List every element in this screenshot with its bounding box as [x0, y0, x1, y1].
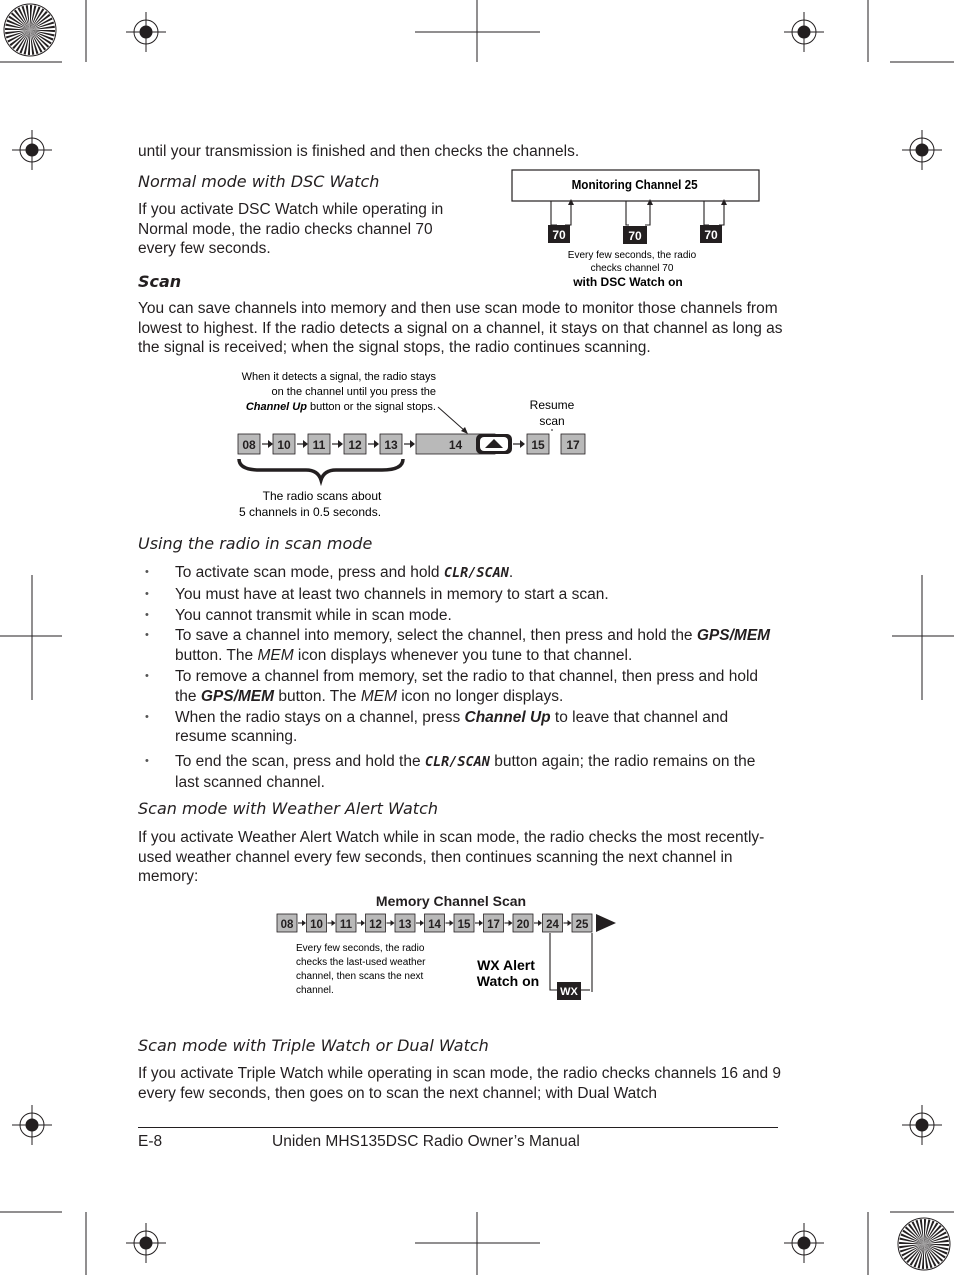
footer-page-number: E-8	[138, 1133, 163, 1150]
weather-paragraph: If you activate Weather Alert Watch while in scan mode, the radio checks the most recently-used weather channel every few seconds, then continues scanning the next channel in memory:	[138, 829, 765, 886]
gps-mem-key: GPS/MEM	[696, 627, 771, 645]
wx-label-line-1: WX Alert	[477, 957, 535, 973]
memory-scan-title: Memory Channel Scan	[375, 893, 527, 909]
scan-channel-label: 11	[312, 438, 326, 452]
wx-badge: WX	[560, 986, 578, 998]
memory-channel-label: 10	[310, 919, 323, 931]
wx-caption-4: channel.	[296, 985, 334, 996]
wx-caption-3: channel, then scans the next	[296, 971, 424, 982]
scan-bullet-list	[138, 563, 778, 793]
bullet-1: • To activate scan mode, press and hold CLR/SCAN.	[138, 563, 778, 584]
gps-mem-key: GPS/MEM	[200, 687, 275, 705]
memory-channel-label: 08	[280, 919, 294, 931]
resume-line-2: scan	[539, 414, 565, 428]
wx-caption-2: checks the last-used weather	[296, 957, 426, 968]
bullet-7: • To end the scan, press and hold the CLR/SCAN button again; the radio remains on the last scanned channel.	[138, 752, 778, 793]
wx-label-line-2: Watch on	[476, 973, 540, 989]
intro-line: until your transmission is finished and then checks the channels.	[138, 143, 580, 160]
memory-channel-label: 14	[428, 919, 441, 931]
channel-70-label-2: 70	[628, 229, 642, 243]
bullet-4: • To save a channel into memory, select the channel, then press and hold the GPS/MEM button. The MEM icon displays whenever you tune to that channel.	[138, 626, 778, 666]
callout-line-2: on the channel until you press the	[271, 386, 436, 398]
monitoring-title: Monitoring Channel 25	[571, 177, 698, 193]
clr-scan-key: CLR/SCAN	[443, 565, 509, 581]
memory-channel-label: 24	[546, 919, 559, 931]
scan-channel-label: 17	[566, 438, 580, 452]
wx-caption-1: Every few seconds, the radio	[296, 943, 425, 954]
scan-arrow-tip	[596, 914, 616, 932]
memory-channel-label: 20	[516, 919, 530, 931]
scan-paragraph: You can save channels into memory and then use scan mode to monitor those channels from lowest to highest. If the radio detects a signal on a channel, it stays on that channel as long as the signal is received; when the signal stops, the radio continues scanning.	[138, 300, 783, 357]
triple-watch-paragraph: If you activate Triple Watch while operating in scan mode, the radio checks channels 16 and 9 every few seconds, then goes on to scan the next channel; with Dual Watch	[138, 1065, 782, 1102]
bullet-5: • To remove a channel from memory, set the radio to that channel, then press and hold the GPS/MEM button. The MEM icon no longer displays.	[138, 667, 778, 707]
heading-using-scan: Using the radio in scan mode	[138, 534, 373, 553]
monitor-caption-2: checks channel 70	[590, 263, 674, 274]
monitor-caption-bold: with DSC Watch on	[573, 275, 683, 289]
footer-manual-title: Uniden MHS135DSC Radio Owner’s Manual	[272, 1133, 580, 1150]
bullet-3: • You cannot transmit while in scan mode.	[138, 606, 778, 626]
scan-channel-label: 12	[348, 438, 362, 452]
memory-channel-label: 11	[339, 919, 353, 931]
callout-line-3-rest: button or the signal stops.	[306, 401, 436, 413]
scan-channel-label: 08	[242, 438, 256, 452]
channel-up-key: Channel Up	[245, 401, 307, 413]
normal-mode-paragraph: If you activate DSC Watch while operating in Normal mode, the radio checks channel 70 every few seconds.	[138, 201, 444, 258]
mem-icon-ref: MEM	[257, 647, 294, 665]
resume-line-1: Resume	[529, 398, 575, 412]
memory-channel-label: 25	[575, 919, 589, 931]
scan-brace	[239, 459, 403, 480]
footer-rule	[138, 1127, 778, 1128]
memory-channel-label: 13	[398, 919, 412, 931]
starburst-mark	[4, 4, 56, 56]
memory-channel-label: 12	[369, 919, 382, 931]
mem-icon-ref: MEM	[360, 687, 397, 705]
bullet-6: • When the radio stays on a channel, press Channel Up to leave that channel and resume scanning.	[138, 708, 778, 748]
heading-weather: Scan mode with Weather Alert Watch	[138, 799, 438, 818]
brace-line-2: 5 channels in 0.5 seconds.	[238, 505, 382, 519]
heading-scan: Scan	[138, 272, 182, 291]
callout-line-1: When it detects a signal, the radio stays	[241, 371, 436, 383]
starburst-mark	[898, 1218, 950, 1270]
memory-channel-label: 17	[487, 919, 500, 931]
scan-channel-label: 15	[531, 438, 545, 452]
channel-up-key: Channel Up	[464, 708, 551, 726]
brace-line-1: The radio scans about	[262, 489, 382, 503]
heading-triple-watch: Scan mode with Triple Watch or Dual Watch	[138, 1036, 489, 1055]
channel-70-label-1: 70	[552, 228, 566, 242]
monitoring-diagram	[505, 165, 770, 290]
channel-70-label-3: 70	[704, 228, 718, 242]
scan-channel-label: 10	[277, 438, 291, 452]
weather-diagram	[270, 890, 630, 1005]
scan-channel-label: 13	[384, 438, 398, 452]
heading-normal-mode: Normal mode with DSC Watch	[138, 172, 380, 191]
scan-channel-label: 14	[448, 438, 463, 452]
callout-line-3	[246, 401, 436, 413]
memory-channel-label: 15	[457, 919, 471, 931]
clr-scan-key: CLR/SCAN	[424, 754, 490, 771]
scan-diagram	[230, 365, 600, 525]
bullet-2: • You must have at least two channels in memory to start a scan.	[138, 585, 778, 605]
monitor-caption-1: Every few seconds, the radio	[567, 250, 697, 261]
